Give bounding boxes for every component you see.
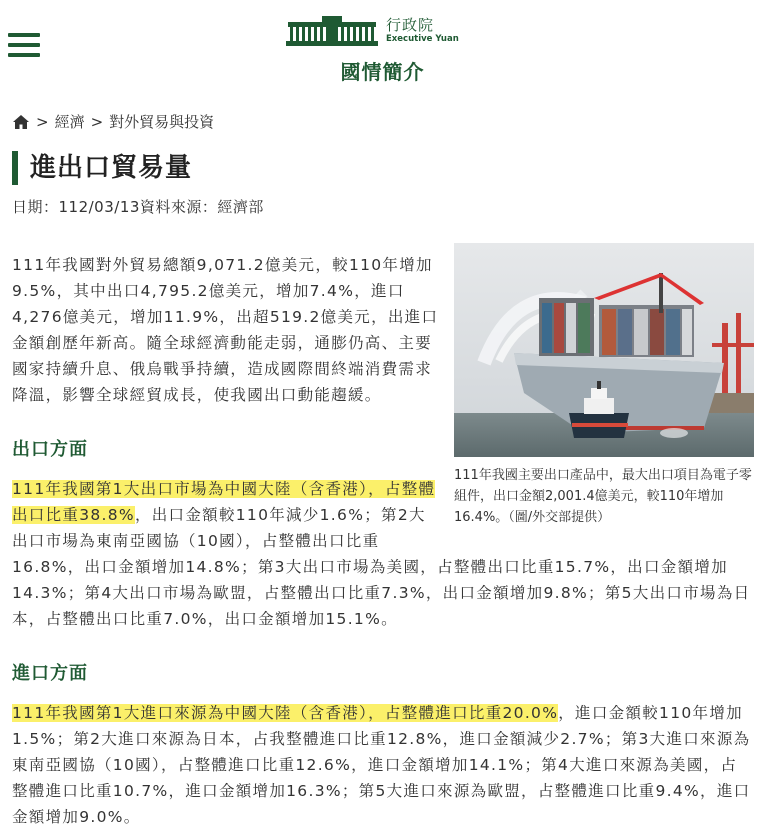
import-heading: 進口方面 bbox=[12, 663, 88, 684]
site-logo[interactable] bbox=[286, 16, 459, 46]
breadcrumb-separator: > bbox=[90, 112, 104, 131]
site-title: 國情簡介 bbox=[340, 60, 425, 84]
logo-chinese-name: 行政院 bbox=[386, 16, 435, 34]
export-highlight: 111年我國第1大出口市場為中國大陸（含香港），占整體出口比重38.8% bbox=[12, 480, 436, 524]
breadcrumb bbox=[12, 111, 214, 132]
export-heading: 出口方面 bbox=[12, 439, 88, 460]
import-detail: ，進口金額較110年增加1.5%；第2大進口來源為日本，占我整體進口比重12.8%，進口金額減少2.7%；第3大進口來源為東南亞國協（10國），占整體進口比重12.6%，進口金額增加14.1%；第4大進口來源為美國，占整體進口比重10.7%，進口金額增加16.3%；第5大進口來源為歐盟，占整體進口比重9.4%，進口金額增加9.0%。 bbox=[12, 704, 751, 826]
figure-float-spacer bbox=[442, 252, 754, 540]
breadcrumb-item-economy[interactable]: 經濟 bbox=[54, 113, 85, 131]
logo-english-name: Executive Yuan bbox=[386, 34, 459, 44]
logo-text bbox=[386, 17, 459, 45]
import-paragraph bbox=[12, 700, 754, 830]
figure-caption: 111年我國主要出口產品中，最大出口項目為電子零組件，出口金額2,001.4億美元，較110年增加16.4%。（圖/外交部提供） bbox=[454, 468, 752, 525]
breadcrumb-item-trade-investment[interactable]: 對外貿易與投資 bbox=[109, 113, 215, 131]
intro-paragraph: 111年我國對外貿易總額9,071.2億美元，較110年增加9.5%，其中出口4,795.2億美元，增加7.4%，進口4,276億美元，增加11.9%，出超519.2億美元，出進口金額創歷年新高。隨全球經濟動能走弱，通膨仍高、主要國家持續升息、俄烏戰爭持續，造成國際間終端消費需求降溫，影響全球經貿成長，使我國出口動能趨緩。 bbox=[12, 256, 439, 404]
page-title: 進出口貿易量 bbox=[12, 151, 192, 185]
article-meta: 日期：112/03/13資料來源：經濟部 bbox=[12, 198, 264, 216]
executive-yuan-building-icon bbox=[286, 16, 378, 46]
article-body bbox=[12, 252, 754, 830]
home-icon[interactable] bbox=[12, 114, 30, 130]
export-detail: ，出口金額較110年減少1.6%；第2大出口市場為東南亞國協（10國），占整體出口比重16.8%，出口金額增加14.8%；第3大出口市場為美國，占整體出口比重15.7%，出口金額增加14.3%；第4大出口市場為歐盟，占整體出口比重7.3%，出口金額增加9.8%；第5大出口市場為日本，占整體出口比重7.0%，出口金額增加15.1%。 bbox=[12, 506, 751, 628]
import-highlight: 111年我國第1大進口來源為中國大陸（含香港），占整體進口比重20.0% bbox=[12, 704, 559, 722]
breadcrumb-separator: > bbox=[36, 112, 49, 131]
